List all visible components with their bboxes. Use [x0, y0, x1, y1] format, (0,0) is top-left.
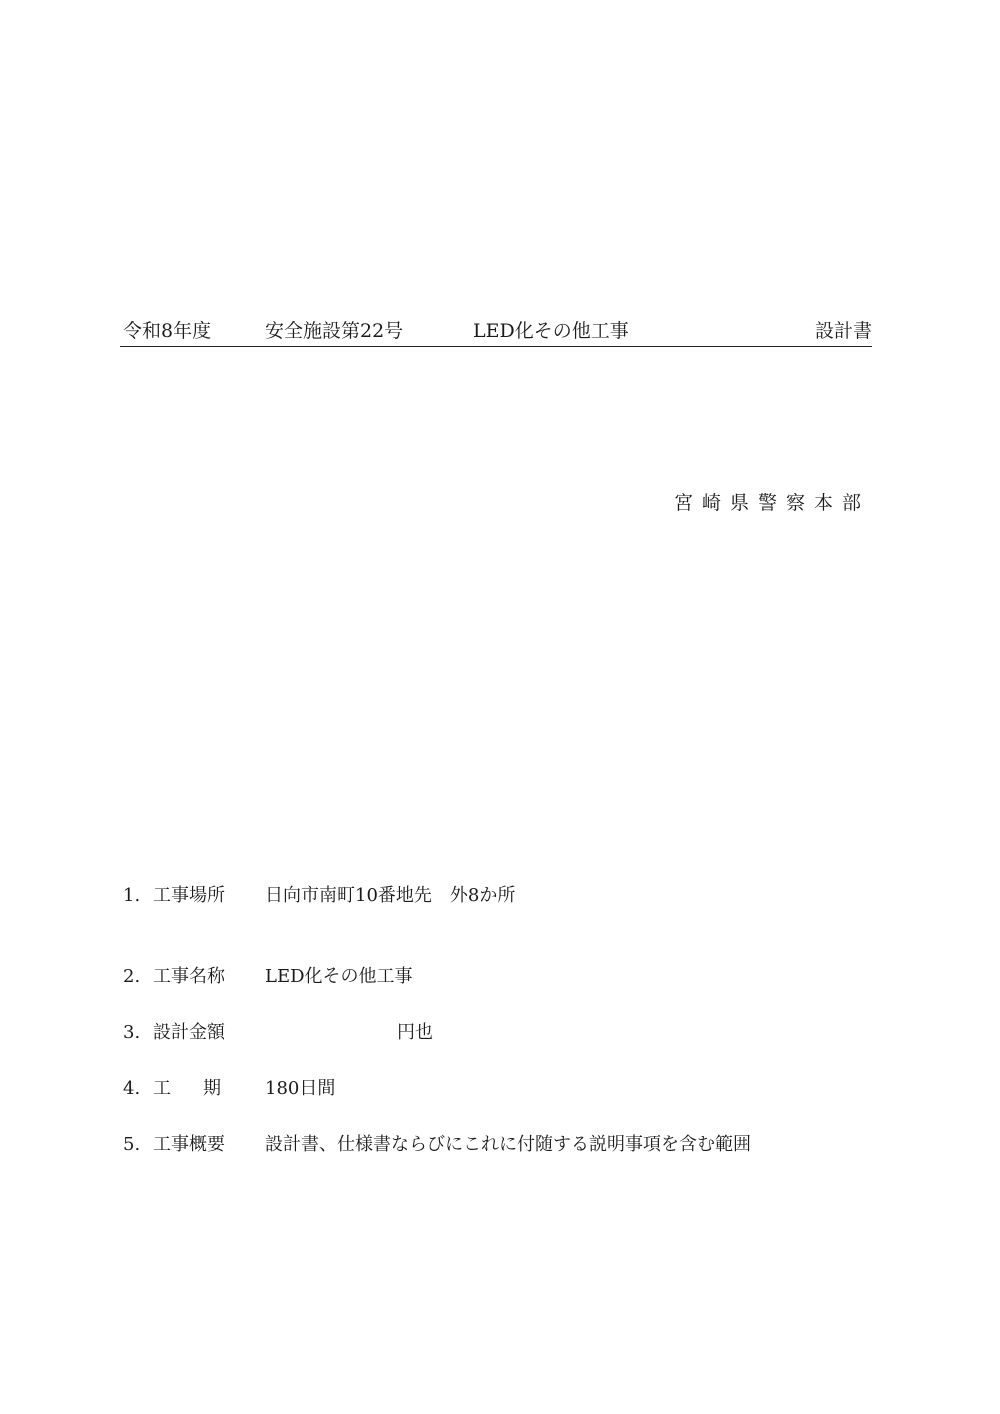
- item-value: 日向市南町10番地先 外8か所: [265, 885, 516, 906]
- document-type: 設計書: [814, 320, 872, 342]
- amount-unit: 円也: [397, 1022, 433, 1043]
- item-label: 設計金額: [153, 1022, 225, 1043]
- item-value: 180日間: [265, 1078, 336, 1099]
- item-number: 3.: [123, 1022, 141, 1043]
- item-number: 4.: [123, 1078, 141, 1099]
- item-label: 工事概要: [153, 1134, 225, 1155]
- item-number: 1.: [123, 885, 141, 906]
- work-name: LED化その他工事: [473, 320, 629, 342]
- item-number: 2.: [123, 966, 141, 987]
- item-value: LED化その他工事: [265, 966, 413, 987]
- item-label: 工事場所: [153, 885, 225, 906]
- item-number: 5.: [123, 1134, 141, 1155]
- item-label-part: 期: [203, 1078, 221, 1099]
- document-title: [120, 318, 872, 347]
- item-label-part: 工: [153, 1078, 171, 1099]
- facility-number: 安全施設第22号: [265, 320, 404, 342]
- fiscal-year: 令和8年度: [123, 320, 212, 342]
- item-label: 工事名称: [153, 966, 225, 987]
- organization-name: 宮崎県警察本部: [673, 492, 870, 514]
- item-value: 設計書、仕様書ならびにこれに付随する説明事項を含む範囲: [265, 1134, 751, 1155]
